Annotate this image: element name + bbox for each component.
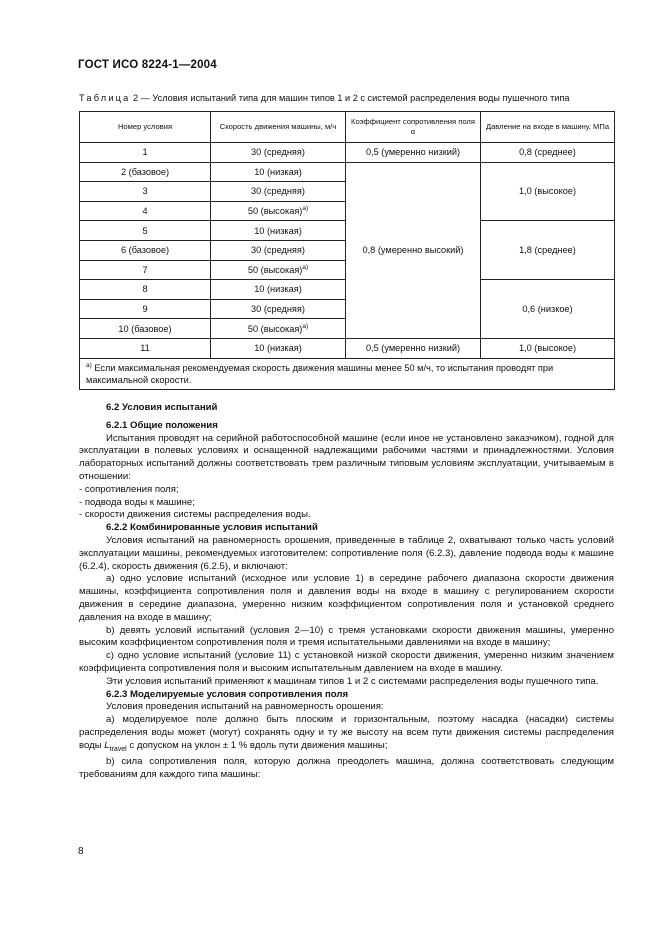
condition-cell: 3 xyxy=(80,182,211,202)
header-pressure: Давление на входе в машину, МПа xyxy=(481,112,615,143)
paragraph: a) одно условие испытаний (исходное или условие 1) в середине рабочего диапазона скорости движения машины, коэффициента сопротивления поля и давления воды на входе в машину с регулированием скорости движения в середине диапазона, умеренно низким коэффициентом сопротивления поля и установкой среднего давления на входе в машину; xyxy=(79,573,614,623)
coefficient-cell: 0,5 (умеренно низкий) xyxy=(346,143,481,163)
pressure-cell: 1,8 (среднее) xyxy=(481,221,615,280)
speed-cell xyxy=(211,201,346,221)
table-footnote-row xyxy=(80,358,615,389)
travel-subscript: travel xyxy=(109,745,127,753)
subsection-heading: 6.2.1 Общие положения xyxy=(106,419,218,431)
body-text xyxy=(79,402,614,782)
footnote-ref: а) xyxy=(302,205,309,213)
header-coefficient: Коэффициент сопротивления поля α xyxy=(346,112,481,143)
speed-cell: 10 (низкая) xyxy=(211,221,346,241)
speed-cell: 30 (средняя) xyxy=(211,240,346,260)
condition-cell: 6 (базовое) xyxy=(80,240,211,260)
table-row xyxy=(80,162,615,182)
subsection-heading: 6.2.2 Комбинированные условия испытаний xyxy=(106,522,318,534)
pressure-cell: 0,8 (среднее) xyxy=(481,143,615,163)
paragraph: Испытания проводят на серийной работоспособной машине (если иное не установлено заказчиком), годной для эксплуатации в полевых условиях и оснащенной надлежащими рабочими частями и принадлежностями. Условия лабораторных испытаний должны соответствовать трем различным типовым условиям эксплуатации, учитываемым в отношении: xyxy=(79,432,614,482)
header-condition: Номер условия xyxy=(80,112,211,143)
paragraph: b) девять условий испытаний (условия 2—10) с тремя установками скорости движения машины, умеренно высоким коэффициентом сопротивления поля и тремя испытательными давлениями на входе в машину; xyxy=(79,624,614,649)
paragraph-text: a) моделируемое поле должно быть плоским и горизонтальным, поэтому насадка (насадки) системы распределения воды может (могут) сохранять одну и ту же высоту на всем пути движения системы распределения воды xyxy=(79,714,614,751)
paragraph: Условия испытаний на равномерность орошения, приведенные в таблице 2, охватывают только часть условий эксплуатации машины, рекомендуемых изготовителем: сопротивление поля (6.2.3), давление подвода воды к машине (6.2.4), скорость движения (6.2.5), и включают: xyxy=(79,534,614,572)
footnote-ref: а) xyxy=(302,322,309,330)
test-conditions-table xyxy=(79,111,615,390)
speed-cell: 10 (низкая) xyxy=(211,162,346,182)
speed-cell: 30 (средняя) xyxy=(211,182,346,202)
condition-cell: 8 xyxy=(80,280,211,300)
footnote-ref: а) xyxy=(302,263,309,271)
header-speed: Скорость движения машины, м/ч xyxy=(211,112,346,143)
table-caption xyxy=(79,93,570,103)
paragraph: b) сила сопротивления поля, которую должна преодолеть машина, должна соответствовать следующим требованиям для каждого типа машины: xyxy=(79,756,614,781)
paragraph: Эти условия испытаний применяют к машинам типов 1 и 2 с системами распределения воды пушечного типа. xyxy=(106,675,599,687)
table-row xyxy=(80,143,615,163)
condition-cell: 10 (базовое) xyxy=(80,319,211,339)
caption-word: Таблица xyxy=(79,93,131,103)
paragraph-text: с допуском на уклон ± 1 % вдоль пути движения машины; xyxy=(126,739,388,751)
table-row xyxy=(80,338,615,358)
condition-cell: 1 xyxy=(80,143,211,163)
section-heading: 6.2 Условия испытаний xyxy=(106,402,218,413)
pressure-cell: 1,0 (высокое) xyxy=(481,338,615,358)
subsection-heading: 6.2.3 Моделируемые условия сопротивления поля xyxy=(106,688,349,700)
travel-variable: L xyxy=(104,739,110,751)
table-header-row xyxy=(80,112,615,143)
paragraph: c) одно условие испытаний (условие 11) с установкой низкой скорости движения, умеренно низким значением коэффициента сопротивления поля и высоким испытательным давлением на входе в машину. xyxy=(79,650,614,674)
coefficient-cell: 0,8 (умеренно высокий) xyxy=(346,162,481,338)
paragraph: Условия проведения испытаний на равномерность орошения: xyxy=(106,701,384,713)
speed-cell xyxy=(211,260,346,280)
condition-cell: 4 xyxy=(80,201,211,221)
paragraph xyxy=(79,714,614,756)
speed-cell: 30 (средняя) xyxy=(211,143,346,163)
condition-cell: 2 (базовое) xyxy=(80,162,211,182)
speed-value: 50 (высокая) xyxy=(247,323,303,334)
speed-cell xyxy=(211,319,346,339)
list-item: - сопротивления поля; xyxy=(79,483,179,495)
document-header: ГОСТ ИСО 8224-1—2004 xyxy=(78,59,217,71)
list-item: - подвода воды к машине; xyxy=(79,496,195,508)
list-item: - скорости движения системы распределения воды. xyxy=(79,509,311,521)
pressure-cell: 0,6 (низкое) xyxy=(481,280,615,339)
speed-value: 50 (высокая) xyxy=(247,264,303,275)
speed-cell: 10 (низкая) xyxy=(211,280,346,300)
pressure-cell: 1,0 (высокое) xyxy=(481,162,615,221)
footnote-text: Если максимальная рекомендуемая скорость движения машины менее 50 м/ч, то испытания проводят при максимальной скорости. xyxy=(86,362,554,385)
speed-value: 50 (высокая) xyxy=(247,206,303,217)
condition-cell: 11 xyxy=(80,338,211,358)
condition-cell: 5 xyxy=(80,221,211,241)
condition-cell: 9 xyxy=(80,299,211,319)
speed-cell: 10 (низкая) xyxy=(211,338,346,358)
condition-cell: 7 xyxy=(80,260,211,280)
speed-cell: 30 (средняя) xyxy=(211,299,346,319)
table-footnote xyxy=(80,358,615,389)
caption-text: 2 — Условия испытаний типа для машин типов 1 и 2 с системой распределения воды пушечного типа xyxy=(130,93,570,103)
coefficient-cell: 0,5 (умеренно низкий) xyxy=(346,338,481,358)
footnote-mark: а) xyxy=(86,361,92,369)
page-number: 8 xyxy=(78,846,84,857)
